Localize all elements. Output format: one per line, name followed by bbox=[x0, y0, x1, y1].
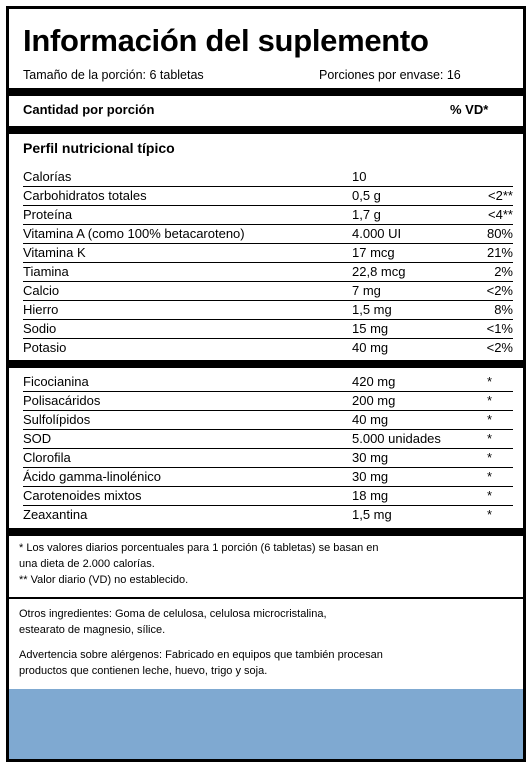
nutrient-name: Zeaxantina bbox=[23, 507, 88, 522]
nutrient-dv: * bbox=[487, 412, 493, 427]
nutrient-dv: * bbox=[487, 507, 493, 522]
servings-per-container: Porciones por envase: 16 bbox=[319, 68, 461, 82]
nutrient-amount: 15 mg bbox=[352, 321, 389, 336]
profile-title: Perfil nutricional típico bbox=[23, 140, 175, 156]
serving-size: Tamaño de la porción: 6 tabletas bbox=[23, 68, 204, 82]
nutrient-name: Vitamina K bbox=[23, 245, 86, 260]
nutrient-name: Proteína bbox=[23, 207, 73, 222]
nutrient-dv: <1% bbox=[486, 321, 513, 336]
nutrient-dv: <2% bbox=[486, 283, 513, 298]
compound-row bbox=[23, 505, 513, 524]
nutrient-row bbox=[23, 224, 513, 244]
nutrient-name: Calorías bbox=[23, 169, 72, 184]
nutrient-row bbox=[23, 262, 513, 282]
nutrient-amount: 18 mg bbox=[352, 488, 389, 503]
nutrient-name: Clorofila bbox=[23, 450, 71, 465]
amount-per-serving-header bbox=[23, 102, 513, 118]
compound-row bbox=[23, 391, 513, 411]
nutrient-amount: 4.000 UI bbox=[352, 226, 402, 241]
nutrient-amount: 0,5 g bbox=[352, 188, 381, 203]
compound-row bbox=[23, 429, 513, 449]
nutrient-name: Potasio bbox=[23, 340, 67, 355]
nutrient-dv: 80% bbox=[486, 226, 513, 241]
nutrient-amount: 30 mg bbox=[352, 450, 389, 465]
nutrient-amount: 30 mg bbox=[352, 469, 389, 484]
nutrient-name: Vitamina A (como 100% betacaroteno) bbox=[23, 226, 245, 241]
compound-row bbox=[23, 486, 513, 506]
nutrient-amount: 1,5 mg bbox=[352, 507, 392, 522]
nutrient-dv: * bbox=[487, 469, 493, 484]
nutrient-name: Sulfolípidos bbox=[23, 412, 91, 427]
compound-row bbox=[23, 467, 513, 487]
nutrient-row bbox=[23, 319, 513, 339]
allergen-line: productos que contienen leche, huevo, trigo y soja. bbox=[19, 665, 268, 677]
thick-divider bbox=[9, 360, 523, 368]
nutrient-name: Sodio bbox=[23, 321, 57, 336]
nutrient-row bbox=[23, 281, 513, 301]
not-established-note: ** Valor diario (VD) no establecido. bbox=[19, 574, 189, 586]
compound-row bbox=[23, 448, 513, 468]
thin-divider bbox=[9, 597, 523, 599]
nutrient-dv: * bbox=[487, 374, 493, 389]
serving-info bbox=[23, 67, 513, 83]
nutrient-dv: * bbox=[487, 431, 493, 446]
nutrient-name: SOD bbox=[23, 431, 52, 446]
nutrient-amount: 7 mg bbox=[352, 283, 381, 298]
nutrient-row bbox=[23, 243, 513, 263]
nutrient-dv: 2% bbox=[494, 264, 513, 279]
nutrient-amount: 10 bbox=[352, 169, 367, 184]
panel-title: Información del suplemento bbox=[23, 23, 429, 58]
nutrient-dv: * bbox=[487, 393, 493, 408]
compound-row bbox=[23, 372, 513, 392]
nutrient-name: Carbohidratos totales bbox=[23, 188, 147, 203]
dv-label: % VD* bbox=[450, 102, 489, 117]
nutrient-row bbox=[23, 338, 513, 357]
nutrient-name: Ácido gamma-linolénico bbox=[23, 469, 162, 484]
nutrient-amount: 1,5 mg bbox=[352, 302, 392, 317]
nutrient-dv: * bbox=[487, 488, 493, 503]
nutrient-name: Polisacáridos bbox=[23, 393, 101, 408]
nutrient-row bbox=[23, 186, 513, 206]
compound-row bbox=[23, 410, 513, 430]
thick-divider bbox=[9, 126, 523, 134]
thick-divider bbox=[9, 88, 523, 96]
blue-footer-band bbox=[9, 689, 523, 759]
nutrient-amount: 200 mg bbox=[352, 393, 396, 408]
nutrient-name: Carotenoides mixtos bbox=[23, 488, 142, 503]
nutrient-row bbox=[23, 300, 513, 320]
thick-divider bbox=[9, 528, 523, 536]
nutrient-name: Calcio bbox=[23, 283, 60, 298]
allergen-warning bbox=[19, 647, 499, 679]
nutrient-amount: 5.000 unidades bbox=[352, 431, 441, 446]
ingredients-line: estearato de magnesio, sílice. bbox=[19, 624, 166, 636]
nutrient-name: Ficocianina bbox=[23, 374, 89, 389]
nutrient-dv: <2% bbox=[486, 340, 513, 355]
supplement-facts-panel bbox=[6, 6, 526, 762]
nutrient-row bbox=[23, 167, 513, 187]
nutrient-dv: <4** bbox=[488, 207, 513, 222]
nutrient-amount: 17 mcg bbox=[352, 245, 395, 260]
nutrient-dv: 21% bbox=[486, 245, 513, 260]
dv-footnote bbox=[19, 540, 499, 588]
amount-label: Cantidad por porción bbox=[23, 102, 155, 117]
nutrient-row bbox=[23, 205, 513, 225]
nutrient-name: Tiamina bbox=[23, 264, 69, 279]
nutrient-dv: 8% bbox=[494, 302, 513, 317]
dv-note-line: * Los valores diarios porcentuales para 1 porción (6 tabletas) se basan en bbox=[19, 542, 379, 554]
nutrient-amount: 1,7 g bbox=[352, 207, 381, 222]
other-ingredients bbox=[19, 606, 499, 638]
nutrient-amount: 22,8 mcg bbox=[352, 264, 406, 279]
nutrient-dv: * bbox=[487, 450, 493, 465]
nutrient-amount: 420 mg bbox=[352, 374, 396, 389]
allergen-line: Advertencia sobre alérgenos: Fabricado en equipos que también procesan bbox=[19, 649, 383, 661]
ingredients-line: Otros ingredientes: Goma de celulosa, celulosa microcristalina, bbox=[19, 608, 327, 620]
nutrient-name: Hierro bbox=[23, 302, 59, 317]
nutrient-amount: 40 mg bbox=[352, 340, 389, 355]
dv-note-line: una dieta de 2.000 calorías. bbox=[19, 558, 155, 570]
nutrient-dv: <2** bbox=[488, 188, 513, 203]
nutrient-amount: 40 mg bbox=[352, 412, 389, 427]
